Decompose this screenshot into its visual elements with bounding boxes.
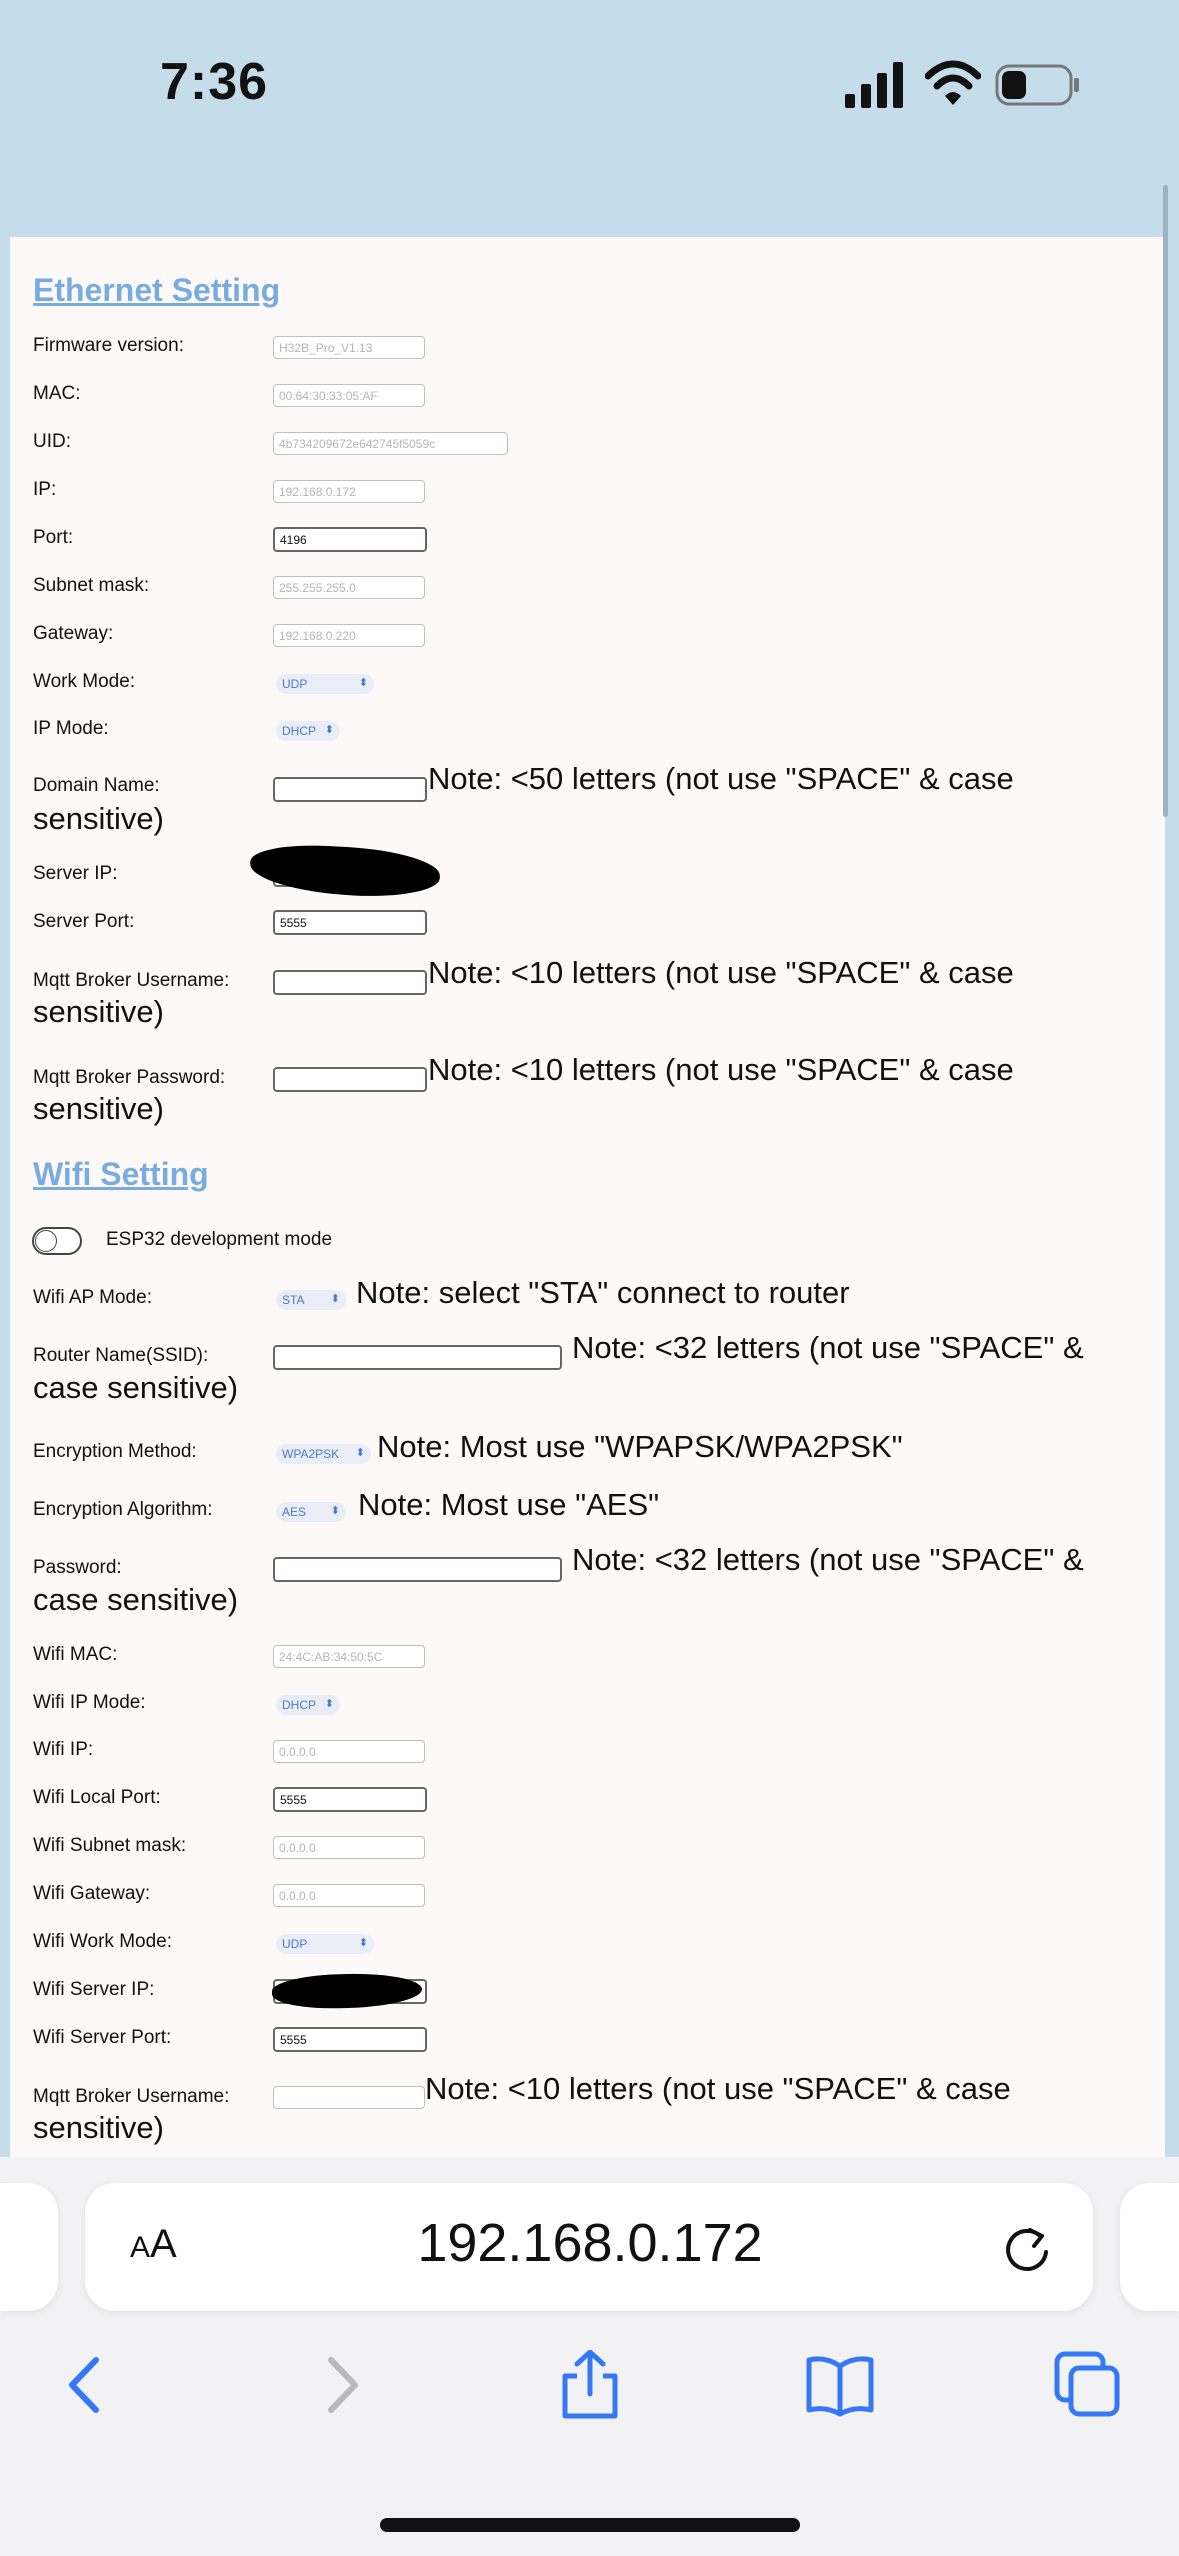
- wifi-mac-field[interactable]: 24:4C:AB:34:50:5C: [273, 1645, 425, 1668]
- domain-name-label: Domain Name:: [33, 775, 160, 796]
- domain-name-input[interactable]: [273, 777, 427, 802]
- wifi-password-label: Password:: [33, 1557, 122, 1578]
- tabs-icon[interactable]: [1053, 2350, 1123, 2420]
- mac-label: MAC:: [33, 383, 81, 404]
- router-ssid-label: Router Name(SSID):: [33, 1345, 209, 1366]
- select-chevron-icon: ⬍: [330, 1505, 340, 1517]
- wifi-gateway-field[interactable]: 0.0.0.0: [273, 1884, 425, 1907]
- text-size-small-a: A: [130, 2231, 151, 2264]
- previous-tab-preview[interactable]: [0, 2183, 58, 2311]
- select-chevron-icon: ⬍: [324, 1698, 334, 1710]
- wifi-work-mode-label: Wifi Work Mode:: [33, 1931, 173, 1952]
- mqtt-password-note-cont: sensitive): [33, 1091, 164, 1126]
- url-text[interactable]: 192.168.0.172: [417, 2213, 763, 2273]
- wifi-work-mode-value: UDP: [282, 1937, 308, 1951]
- wifi-gateway-label: Wifi Gateway:: [33, 1883, 151, 1904]
- wifi-ap-mode-note: Note: select "STA" connect to router: [356, 1275, 850, 1310]
- select-chevron-icon: ⬍: [355, 1447, 365, 1459]
- text-size-button[interactable]: [130, 2222, 177, 2267]
- wifi-ip-mode-select[interactable]: [276, 1695, 340, 1715]
- wifi-ap-mode-label: Wifi AP Mode:: [33, 1287, 152, 1308]
- server-port-input[interactable]: 5555: [273, 910, 427, 935]
- encryption-method-label: Encryption Method:: [33, 1441, 197, 1462]
- bookmarks-icon[interactable]: [805, 2350, 875, 2420]
- router-ssid-input[interactable]: [273, 1345, 562, 1370]
- firmware-version-field[interactable]: H32B_Pro_V1.13: [273, 336, 425, 359]
- esp32-dev-mode-toggle[interactable]: [32, 1227, 82, 1255]
- web-page: [10, 237, 1165, 2157]
- mqtt-username-note-cont: sensitive): [33, 994, 164, 1029]
- wifi-ip-mode-value: DHCP: [282, 1698, 317, 1712]
- select-chevron-icon: ⬍: [330, 1293, 340, 1305]
- redaction-scribble: [249, 842, 441, 900]
- reload-icon[interactable]: [1000, 2222, 1056, 2278]
- mqtt-password-input[interactable]: [273, 1067, 427, 1092]
- wifi-ap-mode-select[interactable]: [276, 1290, 346, 1310]
- ip-label: IP:: [33, 479, 57, 500]
- wifi-server-port-input[interactable]: 5555: [273, 2027, 427, 2052]
- ethernet-section-title[interactable]: Ethernet Setting: [33, 272, 281, 308]
- work-mode-label: Work Mode:: [33, 671, 136, 692]
- wifi-local-port-input[interactable]: 5555: [273, 1787, 427, 1812]
- subnet-mask-label: Subnet mask:: [33, 575, 150, 596]
- wifi-ap-mode-value: STA: [282, 1293, 305, 1307]
- forward-icon[interactable]: [305, 2350, 375, 2420]
- subnet-mask-field[interactable]: 255.255.255.0: [273, 576, 425, 599]
- home-indicator[interactable]: [380, 2518, 800, 2532]
- back-icon[interactable]: [52, 2350, 122, 2420]
- status-bar: [0, 0, 1179, 237]
- mac-field[interactable]: 00:64:30:33:05:AF: [273, 384, 425, 407]
- select-chevron-icon: ⬍: [358, 1937, 368, 1949]
- ip-mode-label: IP Mode:: [33, 718, 109, 739]
- text-size-large-a: A: [150, 2222, 177, 2266]
- clock: 7:36: [160, 53, 269, 111]
- ip-mode-select[interactable]: [276, 721, 340, 741]
- wifi-mac-label: Wifi MAC:: [33, 1644, 118, 1665]
- ip-field[interactable]: 192.168.0.172: [273, 480, 425, 503]
- port-input[interactable]: 4196: [273, 527, 427, 552]
- server-port-label: Server Port:: [33, 911, 135, 932]
- wifi-local-port-label: Wifi Local Port:: [33, 1787, 161, 1808]
- toggle-knob: [35, 1230, 57, 1252]
- encryption-algorithm-note: Note: Most use "AES": [358, 1487, 660, 1522]
- wifi-work-mode-select[interactable]: [276, 1934, 374, 1954]
- encryption-algorithm-value: AES: [282, 1505, 307, 1519]
- wifi-subnet-mask-field[interactable]: 0.0.0.0: [273, 1836, 425, 1859]
- wifi-section-title[interactable]: Wifi Setting: [33, 1156, 209, 1192]
- select-chevron-icon: ⬍: [358, 677, 368, 689]
- work-mode-select[interactable]: [276, 674, 374, 694]
- firmware-version-label: Firmware version:: [33, 335, 184, 356]
- mqtt-password-label: Mqtt Broker Password:: [33, 1067, 226, 1088]
- wifi-password-note: Note: <32 letters (not use "SPACE" &: [572, 1542, 1084, 1577]
- mqtt-password-note: Note: <10 letters (not use "SPACE" & case: [428, 1052, 1014, 1087]
- next-tab-preview[interactable]: [1120, 2183, 1179, 2311]
- wifi-password-input[interactable]: [273, 1557, 562, 1582]
- esp32-dev-mode-label: ESP32 development mode: [106, 1229, 333, 1250]
- battery-icon: [995, 64, 1081, 106]
- encryption-method-select[interactable]: [276, 1444, 371, 1464]
- gateway-label: Gateway:: [33, 623, 114, 644]
- ip-mode-value: DHCP: [282, 724, 317, 738]
- work-mode-value: UDP: [282, 677, 308, 691]
- router-ssid-note-cont: case sensitive): [33, 1370, 239, 1405]
- mqtt-username-label: Mqtt Broker Username:: [33, 970, 230, 991]
- share-icon[interactable]: [555, 2350, 625, 2420]
- wifi-server-ip-label: Wifi Server IP:: [33, 1979, 155, 2000]
- wifi-icon: [925, 58, 981, 108]
- gateway-field[interactable]: 192.168.0.220: [273, 624, 425, 647]
- wifi-password-note-cont: case sensitive): [33, 1582, 239, 1617]
- encryption-algorithm-label: Encryption Algorithm:: [33, 1499, 213, 1520]
- wifi-mqtt-username-label: Mqtt Broker Username:: [33, 2086, 230, 2107]
- domain-name-note-cont: sensitive): [33, 801, 164, 836]
- uid-field[interactable]: 4b734209672e642745f5059c: [273, 432, 508, 455]
- router-ssid-note: Note: <32 letters (not use "SPACE" &: [572, 1330, 1084, 1365]
- encryption-method-note: Note: Most use "WPAPSK/WPA2PSK": [377, 1429, 903, 1464]
- wifi-mqtt-username-note: Note: <10 letters (not use "SPACE" & case: [425, 2071, 1011, 2106]
- server-ip-label: Server IP:: [33, 863, 118, 884]
- wifi-mqtt-username-note-cont: sensitive): [33, 2110, 164, 2145]
- wifi-ip-mode-label: Wifi IP Mode:: [33, 1692, 146, 1713]
- encryption-algorithm-select[interactable]: [276, 1502, 346, 1522]
- domain-name-note: Note: <50 letters (not use "SPACE" & case: [428, 761, 1014, 796]
- wifi-server-port-label: Wifi Server Port:: [33, 2027, 172, 2048]
- encryption-method-value: WPA2PSK: [282, 1447, 340, 1461]
- mqtt-username-note: Note: <10 letters (not use "SPACE" & case: [428, 955, 1014, 990]
- page-scrollbar[interactable]: [1163, 185, 1168, 817]
- port-label: Port:: [33, 527, 74, 548]
- uid-label: UID:: [33, 431, 71, 452]
- cellular-signal-icon: [845, 62, 905, 108]
- wifi-subnet-mask-label: Wifi Subnet mask:: [33, 1835, 187, 1856]
- select-chevron-icon: ⬍: [324, 724, 334, 736]
- wifi-ip-label: Wifi IP:: [33, 1739, 94, 1760]
- wifi-ip-field[interactable]: 0.0.0.0: [273, 1740, 425, 1763]
- wifi-mqtt-username-input[interactable]: [273, 2086, 425, 2109]
- redaction-scribble: [271, 1971, 422, 2010]
- mqtt-username-input[interactable]: [273, 970, 427, 995]
